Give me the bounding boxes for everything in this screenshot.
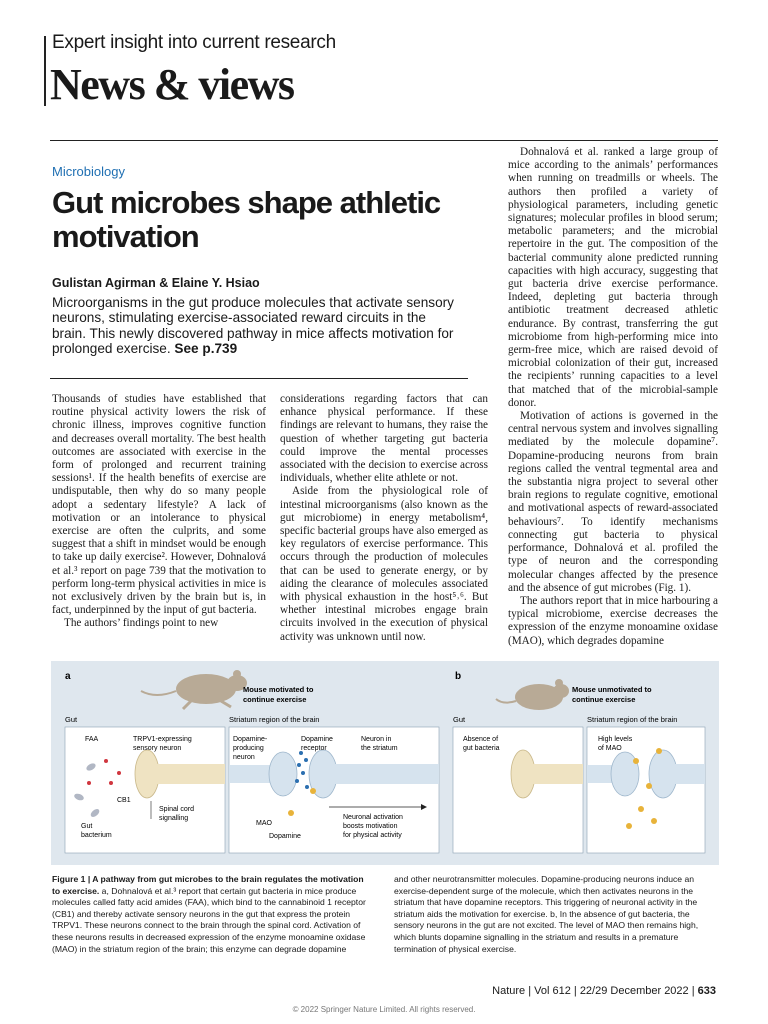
dopamine-receptor-label-2: receptor — [301, 745, 327, 752]
footer-text: Nature | Vol 612 | 22/29 December 2022 | — [492, 985, 695, 997]
trpv1-label-1: TRPV1-expressing — [133, 736, 192, 743]
striatum-label-a: Striatum region of the brain — [229, 715, 320, 724]
panel-b-label: b — [455, 671, 462, 682]
panel-a-label: a — [65, 671, 71, 682]
gut-label-a: Gut — [65, 715, 78, 724]
gut-bacterium-label-2: bacterium — [81, 832, 112, 839]
dopamine-neuron-label-1: Dopamine- — [233, 736, 268, 743]
figure-1 — [51, 661, 719, 865]
panel-a-title-2: continue exercise — [243, 695, 307, 704]
absence-label-1: Absence of — [463, 736, 499, 743]
figure-caption-right — [394, 874, 720, 955]
spinal-label-1: Spinal cord — [159, 806, 195, 813]
panel-a-title-1: Mouse motivated to — [243, 685, 314, 694]
tagline: Expert insight into current research — [52, 32, 336, 53]
panel-b-title-1: Mouse unmotivated to — [572, 685, 652, 694]
paragraph: The authors report that in mice harbouring a typical microbiome, exercise decreases the expression of the enzyme monoamine oxidase (MAO), which degrades dopamine — [508, 594, 718, 647]
gut-label-b: Gut — [453, 715, 466, 724]
mouse-icon — [496, 679, 569, 710]
mao-label: MAO — [256, 820, 272, 827]
mouse-icon — [141, 670, 247, 709]
authors: Gulistan Agirman & Elaine Y. Hsiao — [52, 276, 260, 290]
paragraph: Motivation of actions is governed in the central nervous system and involves signalling mediated by the molecule dopamine⁷. Dopamine-producing neurons from brain regions called the ventral tegmental area and the substantia nigra project to several other brain regions to regulate cognitive, emotional and motivational aspects of reward-associated behaviours⁷. To identify mechanisms connecting gut bacteria to physical performance, Dohnalová et al. profiled the type of neuron and the corresponding molecular changes affected by the presence and the absence of gut microbes (Fig. 1). — [508, 410, 718, 594]
paragraph: considerations regarding factors that can enhance physical performance. If these findings are relevant to humans, they raise the question of whether targeting gut bacteria could improve the mental processes associated with the decision to exercise across individuals, whether elite athlete or not. — [280, 393, 488, 485]
paragraph: Thousands of studies have established that routine physical activity lowers the risk of chronic illness, improves cognitive function and decreases overall mortality. The best health outcomes are associated with exercise in the form of prolonged and recurrent training sessions¹. If the health benefits of exercise are undisputable, then why do so many people adopt a sedentary lifestyle? A lack of motivation or an intolerance to physical exercise are often the culprits, and some suggest that a shift in mindset would be enough to take up daily exercise². However, Dohnalová et al.³ report on page 739 that the motivation to perform long-term physical activities in mice is not exclusively driven by the brain but is, in fact, underpinned by the input of gut bacteria. — [52, 393, 266, 617]
activation-label-3: for physical activity — [343, 832, 402, 839]
faa-label: FAA — [85, 736, 99, 743]
section-label: Microbiology — [52, 164, 125, 179]
see-page-link[interactable]: See p.739 — [174, 341, 238, 357]
figure-illustration — [51, 661, 719, 865]
high-mao-label-1: High levels — [598, 736, 633, 743]
body-column-1 — [52, 393, 266, 631]
figure-caption-left — [52, 874, 368, 955]
page-number: 633 — [697, 985, 716, 997]
paragraph: Dohnalová et al. ranked a large group of mice according to the animals’ performances when running on treadmills or wheels. The authors then profiled a variety of physiological parameters, including genetic signatures; molecular profiles in blood serum; metabolic parameters; and the microbial repertoire in the gut. The composition of the bacterial community alone predicted running capacities with high accuracy, suggesting that gut bacteria drive exercise performance. Indeed, depleting gut bacteria through antibiotic treatment decreased athletic endurance. By contrast, transferring the gut microbiome from high-performing mice into germ-free mice, which are raised devoid of microbial colonization of their gut, increased the recipients’ running capacities to a level that matched that of the microbial-sample donor. — [508, 146, 718, 409]
caption-part2: and other neurotransmitter molecules. Dopamine-producing neurons induce an exercise-dependent surge of the molecule, which then activates neurons in the striatum that have dopamine receptors. This triggering of neuronal activity in the striatum aids the motivation for exercise. b, In the absence of gut bacteria, the sensory neurons in the gut are not excited. The level of MAO then remains high, which blunts dopamine signalling in the striatum and results in a premature termination of physical exercise. — [394, 874, 699, 954]
copyright: © 2022 Springer Nature Limited. All rights reserved. — [292, 1005, 476, 1014]
caption-part1: a, Dohnalová et al.³ report that certain gut bacteria in mice produce molecules called fatty acid amides (FAA), which bind to the cannabinoid 1 receptor (CB1) and thereby activate sensory neurons in the gut that express the protein TRPV1. These neurons connect to the brain through the spinal cord. Activation of these neurons results in decreased expression of the enzyme monoamine oxidase (MAO) in the striatum region of the brain; this enzyme can degrade dopamine — [52, 885, 366, 954]
dopamine-label: Dopamine — [269, 833, 301, 840]
cb1-label: CB1 — [117, 797, 131, 804]
standfirst — [52, 295, 462, 357]
spinal-label-2: signalling — [159, 815, 189, 822]
absence-label-2: gut bacteria — [463, 745, 500, 752]
masthead: News & views — [50, 60, 294, 109]
standfirst-rule — [50, 378, 468, 379]
page-footer — [492, 985, 716, 997]
activation-label-2: boosts motivation — [343, 823, 398, 830]
striatum-neuron-label-1: Neuron in — [361, 736, 392, 743]
dopamine-receptor-label-1: Dopamine — [301, 736, 333, 743]
gut-bacterium-label-1: Gut — [81, 823, 93, 830]
body-column-3 — [508, 146, 718, 648]
striatum-neuron-label-2: the striatum — [361, 745, 398, 752]
paragraph: Aside from the physiological role of intestinal microorganisms (also known as the gut microbiome) in energy metabolism⁴, specific bacterial groups have also emerged as key regulators of exercise performance. This occurs through the production of molecules that can be used to generate energy, or by aiding the clearance of molecules associated with physical exhaustion in the host⁵˒⁶. But whether intestinal microbes engage brain circuits involved in the execution of physical activity was unknown until now. — [280, 485, 488, 643]
top-rule — [50, 140, 718, 141]
masthead-bar — [44, 36, 46, 106]
paragraph: The authors’ findings point to new — [64, 617, 219, 630]
panel-b-title-2: continue exercise — [572, 695, 636, 704]
dopamine-neuron-label-2: producing — [233, 745, 264, 752]
striatum-label-b: Striatum region of the brain — [587, 715, 678, 724]
standfirst-text: Microorganisms in the gut produce molecules that activate sensory neurons, stimulating exercise-associated reward circuits in the brain. This newly discovered pathway in mice affects motivation for prolonged exercise. — [52, 295, 454, 357]
headline: Gut microbes shape athletic motivation — [52, 185, 441, 254]
body-column-2 — [280, 393, 488, 644]
caption-title: Figure 1 | A pathway from gut microbes to the brain regulates the motivation to exercise. — [52, 874, 364, 896]
activation-label-1: Neuronal activation — [343, 814, 403, 821]
dopamine-neuron-label-3: neuron — [233, 754, 255, 761]
trpv1-label-2: sensory neuron — [133, 745, 182, 752]
high-mao-label-2: of MAO — [598, 745, 622, 752]
